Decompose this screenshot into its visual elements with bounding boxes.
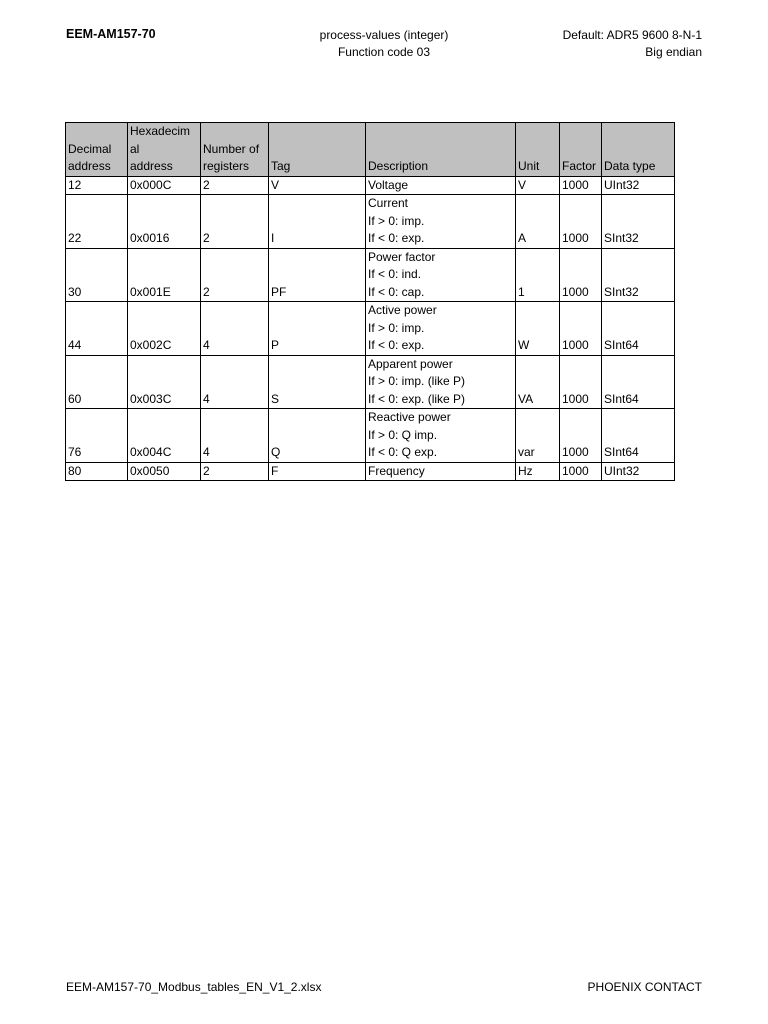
cell-data-type: UInt32 xyxy=(602,462,675,481)
cell-description: Reactive power If > 0: Q imp. If < 0: Q exp. xyxy=(366,409,516,463)
column-header-data-type: Data type xyxy=(602,123,675,177)
document-title: EEM-AM157-70 xyxy=(66,27,156,41)
cell-unit: A xyxy=(516,195,560,249)
cell-tag: PF xyxy=(269,248,366,302)
cell-factor: 1000 xyxy=(560,176,602,195)
table-row xyxy=(66,409,675,463)
cell-data-type: SInt64 xyxy=(602,355,675,409)
table-row xyxy=(66,195,675,249)
cell-number-of-registers: 4 xyxy=(201,355,269,409)
column-header-hex-address: Hexadecim al address xyxy=(128,123,201,177)
cell-tag: Q xyxy=(269,409,366,463)
cell-unit: W xyxy=(516,302,560,356)
table-row xyxy=(66,176,675,195)
cell-data-type: SInt32 xyxy=(602,195,675,249)
cell-tag: I xyxy=(269,195,366,249)
cell-unit: 1 xyxy=(516,248,560,302)
table-row xyxy=(66,248,675,302)
header-byte-order: Big endian xyxy=(645,45,702,59)
cell-unit: VA xyxy=(516,355,560,409)
cell-factor: 1000 xyxy=(560,462,602,481)
cell-unit: V xyxy=(516,176,560,195)
modbus-register-table xyxy=(65,122,675,481)
cell-decimal-address: 44 xyxy=(66,302,128,356)
cell-number-of-registers: 4 xyxy=(201,302,269,356)
table-header-row xyxy=(66,123,675,177)
cell-decimal-address: 80 xyxy=(66,462,128,481)
cell-unit: Hz xyxy=(516,462,560,481)
cell-factor: 1000 xyxy=(560,355,602,409)
cell-hex-address: 0x002C xyxy=(128,302,201,356)
cell-data-type: SInt64 xyxy=(602,302,675,356)
header-function-code: Function code 03 xyxy=(337,45,431,59)
cell-hex-address: 0x001E xyxy=(128,248,201,302)
cell-description: Active power If > 0: imp. If < 0: exp. xyxy=(366,302,516,356)
column-header-description: Description xyxy=(366,123,516,177)
cell-number-of-registers: 2 xyxy=(201,248,269,302)
column-header-decimal-address: Decimal address xyxy=(66,123,128,177)
cell-description: Voltage xyxy=(366,176,516,195)
table-row xyxy=(66,302,675,356)
cell-hex-address: 0x003C xyxy=(128,355,201,409)
cell-number-of-registers: 2 xyxy=(201,176,269,195)
column-header-number-of-registers: Number of registers xyxy=(201,123,269,177)
cell-decimal-address: 60 xyxy=(66,355,128,409)
column-header-factor: Factor xyxy=(560,123,602,177)
cell-tag: V xyxy=(269,176,366,195)
cell-number-of-registers: 2 xyxy=(201,462,269,481)
cell-description: Power factor If < 0: ind. If < 0: cap. xyxy=(366,248,516,302)
cell-hex-address: 0x000C xyxy=(128,176,201,195)
cell-description: Apparent power If > 0: imp. (like P) If < 0: exp. (like P) xyxy=(366,355,516,409)
cell-decimal-address: 12 xyxy=(66,176,128,195)
header-center xyxy=(284,27,484,61)
cell-factor: 1000 xyxy=(560,302,602,356)
cell-hex-address: 0x0016 xyxy=(128,195,201,249)
table-row xyxy=(66,355,675,409)
cell-data-type: UInt32 xyxy=(602,176,675,195)
cell-decimal-address: 30 xyxy=(66,248,128,302)
cell-number-of-registers: 2 xyxy=(201,195,269,249)
cell-data-type: SInt32 xyxy=(602,248,675,302)
footer-filename: EEM-AM157-70_Modbus_tables_EN_V1_2.xlsx xyxy=(66,980,322,994)
header-right xyxy=(563,27,702,61)
cell-hex-address: 0x004C xyxy=(128,409,201,463)
cell-number-of-registers: 4 xyxy=(201,409,269,463)
table-row xyxy=(66,462,675,481)
column-header-unit: Unit xyxy=(516,123,560,177)
cell-decimal-address: 76 xyxy=(66,409,128,463)
cell-unit: var xyxy=(516,409,560,463)
cell-data-type: SInt64 xyxy=(602,409,675,463)
cell-tag: F xyxy=(269,462,366,481)
column-header-tag: Tag xyxy=(269,123,366,177)
cell-tag: S xyxy=(269,355,366,409)
cell-factor: 1000 xyxy=(560,195,602,249)
cell-factor: 1000 xyxy=(560,409,602,463)
footer-company: PHOENIX CONTACT xyxy=(587,980,702,994)
cell-tag: P xyxy=(269,302,366,356)
cell-decimal-address: 22 xyxy=(66,195,128,249)
cell-factor: 1000 xyxy=(560,248,602,302)
cell-description: Current If > 0: imp. If < 0: exp. xyxy=(366,195,516,249)
header-subtitle: process-values (integer) xyxy=(319,28,449,42)
header-default-settings: Default: ADR5 9600 8-N-1 xyxy=(562,28,702,42)
cell-hex-address: 0x0050 xyxy=(128,462,201,481)
cell-description: Frequency xyxy=(366,462,516,481)
